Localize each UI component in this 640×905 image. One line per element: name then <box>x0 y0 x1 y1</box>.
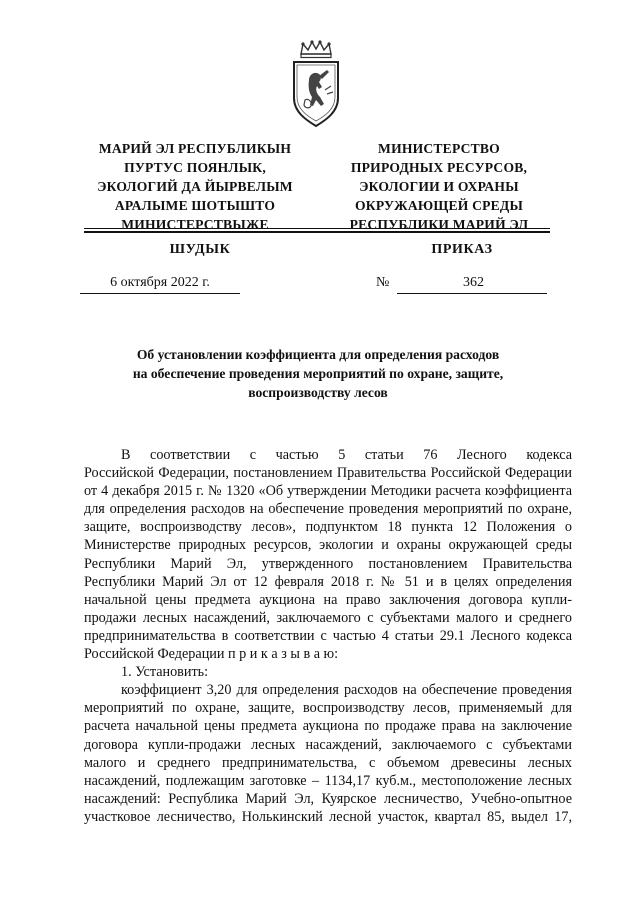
subject-line: воспроизводству лесов <box>248 385 388 400</box>
order-subject <box>84 345 552 402</box>
header-left-line: ПУРТУС ПОЯНЛЫК, <box>124 160 266 175</box>
body-line: защите, воспроизводству лесов», подпунктом 18 пункта 12 Положения о <box>84 519 572 536</box>
header-right-line: ЭКОЛОГИИ И ОХРАНЫ <box>359 179 519 194</box>
header-left-line: МИНИСТЕРСТВЫЖЕ <box>121 217 269 232</box>
body-line: договора купли-продажи лесных насаждений, заключаемого с субъектами <box>84 736 572 753</box>
order-number: 362 <box>463 275 484 290</box>
body-line: предпринимательства в соответствии с частью 4 статьи 29.1 Лесного кодекса <box>84 627 572 644</box>
body-line: Российской Федерации п р и к а з ы в а ю: <box>84 646 339 663</box>
header-left-line: ЭКОЛОГИЙ ДА ЙЫРВЕЛЫМ <box>97 179 293 194</box>
header-left-line: МАРИЙ ЭЛ РЕСПУБЛИКЫН <box>98 141 292 156</box>
body-line: расчета начальной цены предмета аукциона по продаже права на заключение <box>84 718 572 735</box>
header-right <box>336 139 542 234</box>
coat-of-arms-icon <box>289 40 343 130</box>
body-line: Российской Федерации, постановлением Правительства Российской Федерации <box>84 465 572 482</box>
body-line: от 4 декабря 2015 г. № 1320 «Об утверждении Методики расчета коэффициента <box>84 483 572 500</box>
body-line: В соответствии с частью 5 статьи 76 Лесного кодекса <box>121 447 572 463</box>
body-line: Республики Марий Эл от 12 февраля 2018 г. № 51 и в целях определения <box>84 573 572 590</box>
body-line: 1. Установить: <box>121 664 209 681</box>
number-sign: № <box>376 275 390 290</box>
body-line: малого и среднего предпринимательства, с объемом древесины лесных <box>84 754 572 771</box>
order-date: 6 октября 2022 г. <box>80 275 240 294</box>
header-right-line: ПРИРОДНЫХ РЕСУРСОВ, <box>350 160 528 175</box>
header-left-line: АРАЛЫМЕ ШОТЫШТО <box>114 198 276 213</box>
body-line: начальной цены предмета аукциона на право заключения договора купли- <box>84 591 572 608</box>
body-line: продажи лесных насаждений, заключаемого с субъектами малого и среднего <box>84 609 572 626</box>
header-divider <box>84 228 550 233</box>
order-number-field <box>397 275 547 294</box>
body-line: участковое лесничество, Нолькинский лесной участок, квартал 85, выдел 17, <box>84 808 572 825</box>
body-line: Республики Марий Эл, утвержденного постановлением Правительства <box>84 555 572 572</box>
subject-line: на обеспечение проведения мероприятий по охране, защите, <box>132 366 504 381</box>
body-line: для определения расходов на обеспечение проведения мероприятий по охране, <box>84 501 572 518</box>
header-left <box>84 139 306 234</box>
body-line: насаждений, подлежащим заготовке – 1134,17 куб.м., местоположение лесных <box>84 772 572 789</box>
header-right-line: МИНИСТЕРСТВО <box>378 141 500 156</box>
header-right-line: ОКРУЖАЮЩЕЙ СРЕДЫ <box>355 198 523 213</box>
body-line: коэффициент 3,20 для определения расходов на обеспечение проведения <box>121 682 572 699</box>
subject-line: Об установлении коэффициента для определения расходов <box>136 347 500 362</box>
body-line: мероприятий по охране, защите, воспроизводству лесов, применяемый для <box>84 700 572 717</box>
doc-type-mari: ШУДЫК <box>169 242 231 257</box>
doc-type-russian: ПРИКАЗ <box>431 242 493 257</box>
body-line: насаждений: Республика Марий Эл, Куярское лесничество, Учебно-опытное <box>84 790 572 807</box>
body-line: Министерстве природных ресурсов, экологии и охраны окружающей среды <box>84 537 572 554</box>
header-right-line: РЕСПУБЛИКИ МАРИЙ ЭЛ <box>349 217 529 232</box>
order-body <box>84 446 572 826</box>
